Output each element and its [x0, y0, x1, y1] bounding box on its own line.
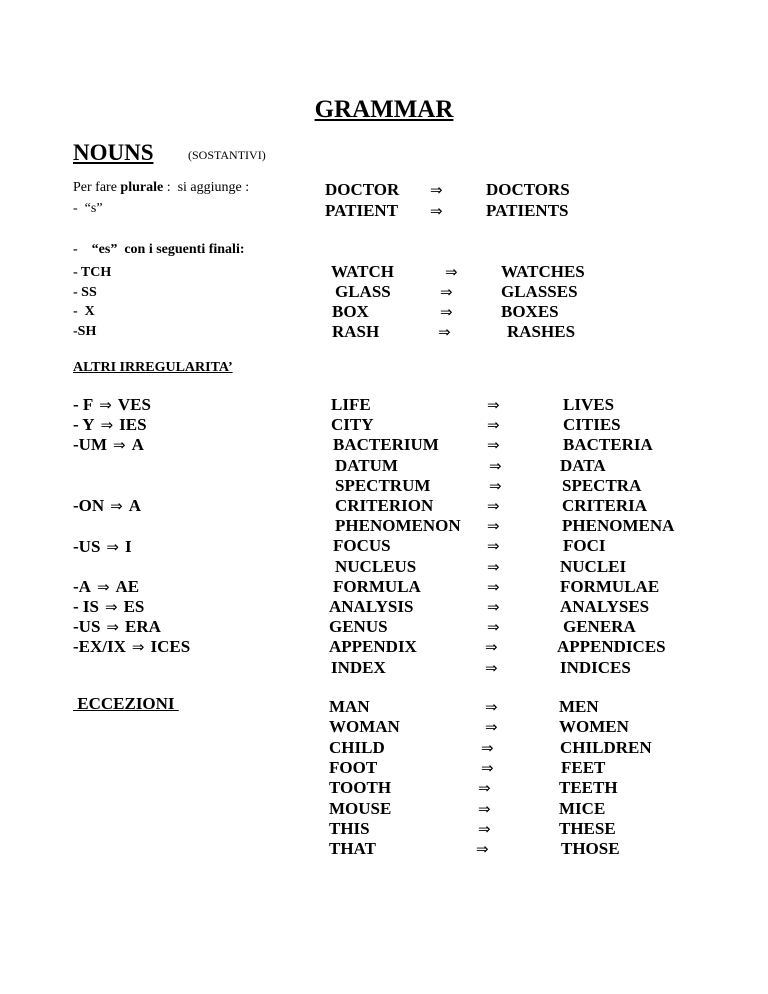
arrow-icon: ⇒ — [106, 618, 119, 636]
arrow-icon: ⇒ — [430, 181, 443, 199]
rule-to: I — [124, 537, 132, 556]
singular-word: WOMAN — [329, 717, 400, 737]
rule-from: - F — [73, 395, 94, 414]
plural-word: WOMEN — [559, 717, 629, 737]
singular-word: THIS — [329, 818, 370, 838]
arrow-icon: ⇒ — [478, 819, 491, 838]
singular-word: INDEX — [331, 657, 386, 677]
singular-word: ANALYSIS — [329, 597, 414, 616]
arrow-icon: ⇒ — [100, 416, 114, 434]
singular-word: APPENDIX — [329, 637, 417, 657]
singular-word: MOUSE — [329, 798, 392, 818]
plural-word: DOCTORS — [486, 180, 570, 199]
plural-word: FOCI — [563, 536, 606, 556]
singular-word: CHILD — [329, 737, 385, 757]
rule-to: IES — [119, 415, 147, 434]
arrow-icon: ⇒ — [112, 436, 126, 454]
intro-line-s: - “s” — [73, 201, 103, 216]
arrow-icon: ⇒ — [481, 758, 494, 777]
plural-word: ANALYSES — [560, 597, 650, 616]
singular-word: GLASS — [335, 282, 391, 301]
arrow-icon: ⇒ — [485, 698, 498, 716]
rule-from: - IS — [73, 597, 99, 616]
singular-word: THAT — [329, 839, 376, 859]
arrow-icon: ⇒ — [440, 283, 453, 301]
plural-word: CRITERIA — [562, 496, 648, 515]
arrow-icon: ⇒ — [485, 658, 498, 677]
arrow-icon: ⇒ — [438, 323, 451, 341]
arrow-icon: ⇒ — [487, 416, 500, 435]
singular-word: BACTERIUM — [333, 435, 439, 455]
rule-from: - Y — [73, 415, 95, 434]
plural-word: GLASSES — [501, 282, 578, 301]
singular-word: FOOT — [329, 757, 378, 777]
plural-word: RASHES — [507, 322, 576, 341]
rule-to: A — [131, 435, 144, 454]
arrow-icon: ⇒ — [478, 779, 491, 798]
arrow-icon: ⇒ — [478, 799, 491, 818]
singular-word: SPECTRUM — [335, 475, 431, 495]
ending-item: - SS — [73, 285, 97, 300]
plural-word: BACTERIA — [563, 435, 653, 455]
singular-word: DATUM — [335, 455, 398, 475]
suffix-rule — [73, 637, 190, 657]
suffix-rule — [73, 577, 139, 597]
intro-suffix: : si aggiunge : — [163, 180, 250, 195]
arrow-icon: ⇒ — [131, 638, 145, 656]
singular-word: MAN — [329, 697, 370, 716]
singular-word: NUCLEUS — [335, 556, 417, 576]
plural-word: DATA — [560, 455, 606, 475]
plural-word: THESE — [559, 818, 616, 838]
rule-to: ERA — [124, 617, 161, 636]
suffix-rule — [73, 395, 151, 415]
suffix-rule — [73, 597, 144, 617]
plural-word: TEETH — [559, 778, 618, 798]
intro-bold: plurale — [120, 180, 164, 195]
suffix-rule — [73, 537, 132, 557]
rule-from: -EX/IX — [73, 637, 126, 656]
suffix-rule — [73, 617, 161, 637]
rule-to: ES — [123, 597, 145, 616]
rule-from: -A — [73, 577, 91, 596]
arrow-icon: ⇒ — [99, 396, 112, 414]
arrow-icon: ⇒ — [487, 557, 500, 576]
ending-item: - X — [73, 304, 95, 319]
plural-word: PHENOMENA — [562, 516, 675, 536]
singular-word: RASH — [332, 322, 380, 341]
page-title: GRAMMAR — [314, 96, 454, 123]
ending-item: -SH — [73, 324, 97, 339]
plural-word: PATIENTS — [486, 201, 569, 220]
suffix-rule — [73, 496, 141, 516]
arrow-icon: ⇒ — [481, 738, 494, 757]
arrow-icon: ⇒ — [489, 476, 502, 495]
plural-word: BOXES — [501, 302, 559, 321]
singular-word: LIFE — [331, 395, 371, 414]
arrow-icon: ⇒ — [106, 538, 119, 556]
rule-to: A — [128, 496, 142, 515]
rule-from: -US — [73, 617, 101, 636]
arrow-icon: ⇒ — [487, 598, 500, 616]
arrow-icon: ⇒ — [487, 618, 500, 637]
singular-word: FOCUS — [333, 536, 391, 556]
plural-word: INDICES — [560, 657, 631, 677]
rule-from: -ON — [73, 496, 105, 515]
es-rule: - “es” con i seguenti finali: — [73, 242, 245, 257]
arrow-icon: ⇒ — [445, 263, 458, 281]
rule-from: -US — [73, 537, 101, 556]
singular-word: FORMULA — [333, 576, 421, 596]
arrow-icon: ⇒ — [96, 578, 110, 596]
plural-word: GENERA — [563, 617, 636, 637]
arrow-icon: ⇒ — [440, 303, 453, 321]
arrow-icon: ⇒ — [487, 577, 500, 596]
plural-word: APPENDICES — [557, 637, 666, 657]
singular-word: PHENOMENON — [335, 516, 461, 536]
arrow-icon: ⇒ — [489, 456, 502, 475]
singular-word: BOX — [332, 302, 369, 321]
singular-word: CRITERION — [335, 496, 434, 515]
intro-line-plural — [73, 180, 249, 196]
plural-word: WATCHES — [501, 262, 585, 281]
irregular-heading: ALTRI IRREGULARITA’ — [73, 360, 233, 375]
plural-word: CHILDREN — [560, 737, 652, 757]
plural-word: FORMULAE — [560, 576, 660, 596]
arrow-icon: ⇒ — [487, 396, 500, 414]
arrow-icon: ⇒ — [476, 840, 489, 859]
arrow-icon: ⇒ — [487, 517, 500, 536]
singular-word: CITY — [331, 415, 374, 435]
arrow-icon: ⇒ — [485, 718, 498, 737]
arrow-icon: ⇒ — [487, 497, 500, 515]
intro-prefix: Per fare — [73, 180, 121, 195]
plural-word: MEN — [559, 697, 599, 716]
arrow-icon: ⇒ — [430, 202, 443, 220]
plural-word: THOSE — [561, 839, 620, 859]
arrow-icon: ⇒ — [104, 598, 118, 616]
arrow-icon: ⇒ — [487, 436, 500, 455]
exceptions-heading: ECCEZIONI — [73, 694, 179, 713]
plural-word: CITIES — [563, 415, 621, 435]
ending-item: - TCH — [73, 265, 112, 280]
plural-word: MICE — [559, 798, 606, 818]
rule-to: VES — [117, 395, 151, 414]
nouns-heading: NOUNS — [73, 140, 154, 165]
nouns-subtitle: (SOSTANTIVI) — [188, 148, 266, 162]
singular-word: WATCH — [331, 262, 394, 281]
suffix-rule — [73, 435, 144, 455]
rule-to: AE — [115, 577, 140, 596]
singular-word: GENUS — [329, 617, 388, 637]
singular-word: DOCTOR — [325, 180, 400, 199]
plural-word: LIVES — [563, 395, 615, 414]
plural-word: SPECTRA — [562, 475, 642, 495]
plural-word: FEET — [561, 757, 606, 777]
rule-from: -UM — [73, 435, 107, 454]
suffix-rule — [73, 415, 147, 435]
rule-to: ICES — [150, 637, 191, 656]
singular-word: PATIENT — [325, 201, 399, 220]
singular-word: TOOTH — [329, 778, 392, 798]
plural-word: NUCLEI — [560, 556, 627, 576]
arrow-icon: ⇒ — [485, 638, 498, 657]
arrow-icon: ⇒ — [487, 537, 500, 556]
arrow-icon: ⇒ — [110, 497, 123, 515]
